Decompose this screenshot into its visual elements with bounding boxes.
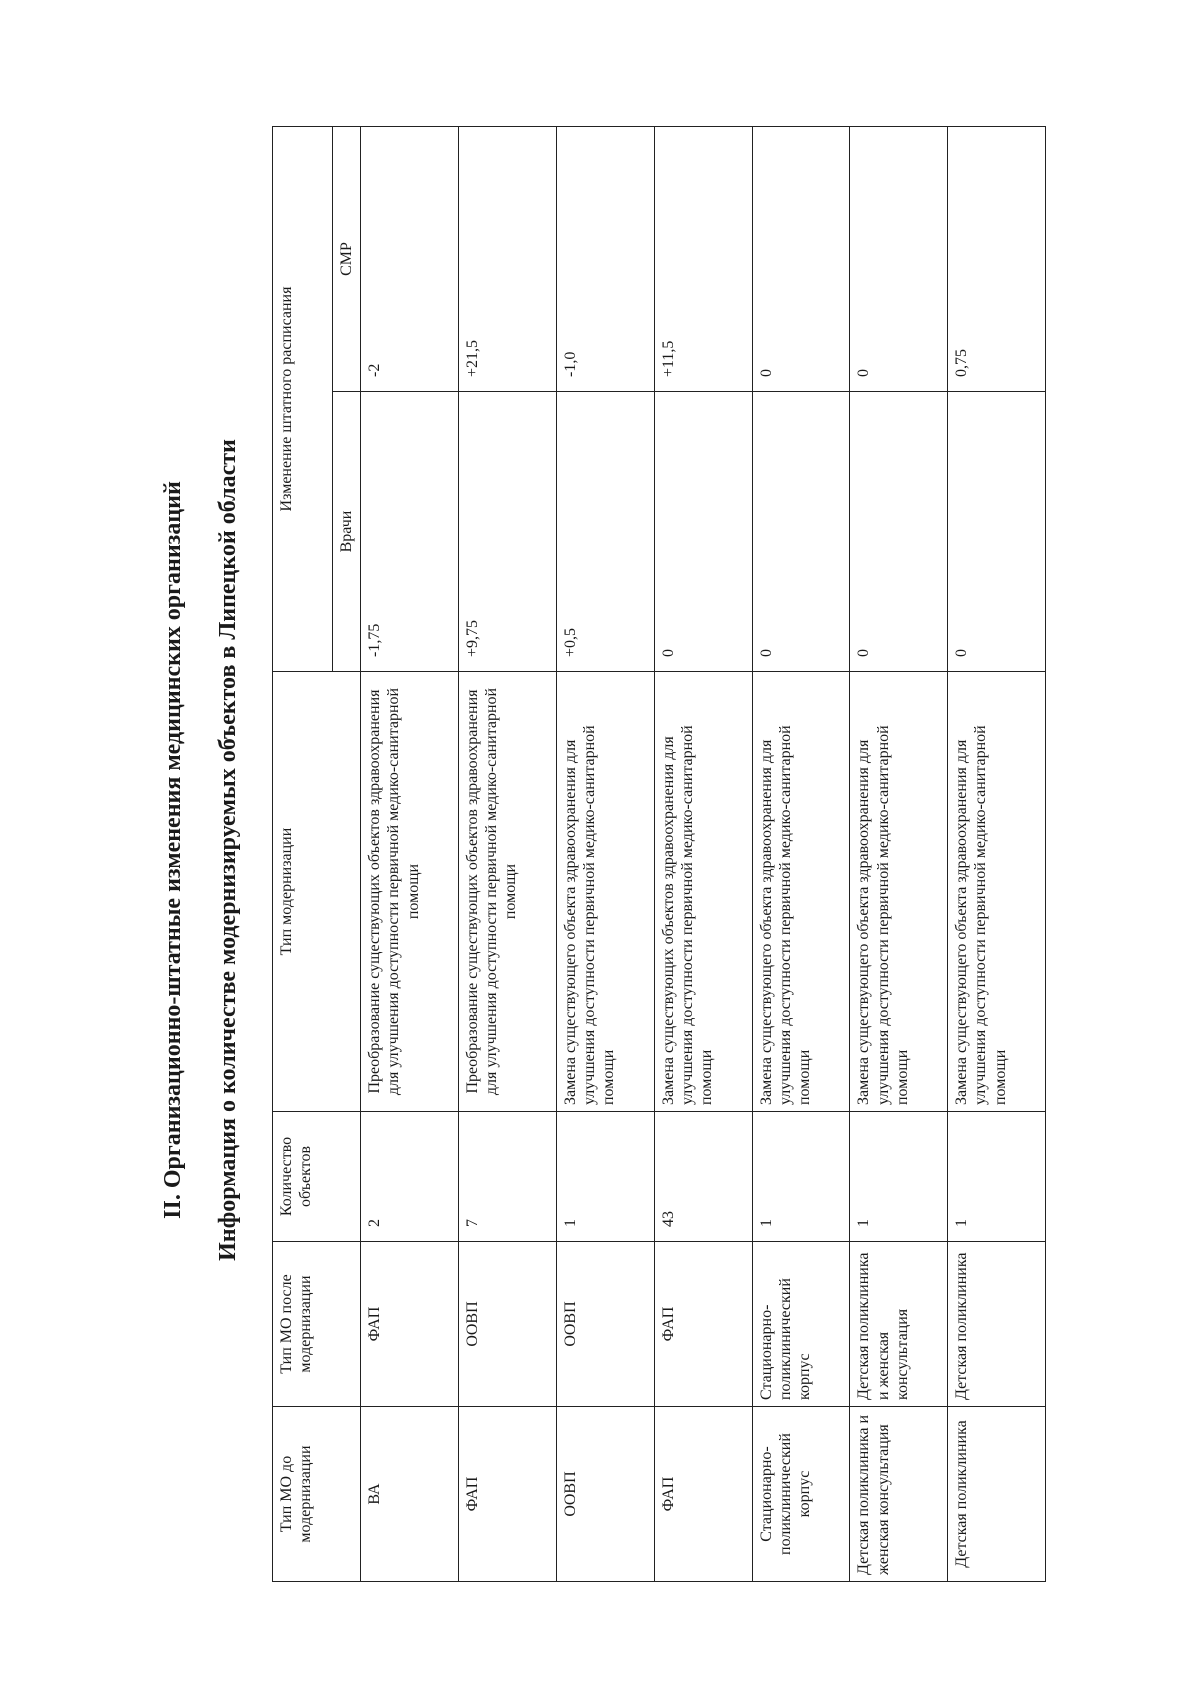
rotated-page	[160, 85, 1060, 1615]
table-row	[361, 126, 459, 1581]
cell-before: Детская поликлиника и женская консультация	[850, 1407, 948, 1582]
cell-count: 1	[850, 1112, 948, 1242]
cell-smr: 0,75	[948, 126, 1046, 391]
cell-smr: 0	[850, 126, 948, 391]
header-type: Тип модернизации	[273, 672, 361, 1112]
table-row	[752, 126, 850, 1581]
cell-before: Стационарно-поликлинический корпус	[752, 1407, 850, 1582]
cell-after: ФАП	[361, 1242, 459, 1407]
modernization-table	[272, 126, 1046, 1582]
cell-after: ООВП	[556, 1242, 654, 1407]
cell-after: ФАП	[654, 1242, 752, 1407]
cell-count: 2	[361, 1112, 459, 1242]
header-count: Количество объектов	[273, 1112, 361, 1242]
header-row	[273, 126, 333, 1581]
cell-after: ООВП	[459, 1242, 557, 1407]
cell-smr: -1,0	[556, 126, 654, 391]
table-row	[654, 126, 752, 1581]
cell-doctors: 0	[850, 392, 948, 672]
header-before: Тип МО до модернизации	[273, 1407, 361, 1582]
cell-doctors: 0	[948, 392, 1046, 672]
header-after: Тип МО после модернизации	[273, 1242, 361, 1407]
header-smr: СМР	[333, 126, 361, 391]
cell-smr: -2	[361, 126, 459, 391]
cell-before: ООВП	[556, 1407, 654, 1582]
header-staff: Изменение штатного расписания	[273, 126, 333, 671]
cell-count: 7	[459, 1112, 557, 1242]
cell-smr: +11,5	[654, 126, 752, 391]
cell-type: Преобразование существующих объектов здравоохранения для улучшения доступности первичной медико-санитарной помощи	[361, 672, 459, 1112]
cell-before: ФАП	[459, 1407, 557, 1582]
cell-count: 1	[556, 1112, 654, 1242]
cell-doctors: +0,5	[556, 392, 654, 672]
cell-type: Преобразование существующих объектов здравоохранения для улучшения доступности первичной медико-санитарной помощи	[459, 672, 557, 1112]
table-row	[948, 126, 1046, 1581]
header-doctors: Врачи	[333, 392, 361, 672]
cell-before: ВА	[361, 1407, 459, 1582]
table-row	[459, 126, 557, 1581]
cell-count: 1	[948, 1112, 1046, 1242]
cell-count: 1	[752, 1112, 850, 1242]
cell-after: Детская поликлиника	[948, 1242, 1046, 1407]
cell-type: Замена существующего объекта здравоохранения для улучшения доступности первичной медико-санитарной помощи	[850, 672, 948, 1112]
cell-smr: 0	[752, 126, 850, 391]
table-row	[556, 126, 654, 1581]
cell-doctors: +9,75	[459, 392, 557, 672]
cell-count: 43	[654, 1112, 752, 1242]
cell-type: Замена существующего объекта здравоохранения для улучшения доступности первичной медико-санитарной помощи	[752, 672, 850, 1112]
cell-type: Замена существующих объектов здравоохранения для улучшения доступности первичной медико-санитарной помощи	[654, 672, 752, 1112]
section-title: II. Организационно-штатные изменения медицинских организаций	[160, 481, 186, 1219]
cell-before: ФАП	[654, 1407, 752, 1582]
cell-type: Замена существующего объекта здравоохранения для улучшения доступности первичной медико-санитарной помощи	[556, 672, 654, 1112]
table-row	[850, 126, 948, 1581]
table-title: Информация о количестве модернизируемых объектов в Липецкой области	[215, 439, 241, 1261]
cell-after: Детская поликлиника и женская консультация	[850, 1242, 948, 1407]
cell-after: Стационарно-поликлинический корпус	[752, 1242, 850, 1407]
cell-before: Детская поликлиника	[948, 1407, 1046, 1582]
cell-smr: +21,5	[459, 126, 557, 391]
cell-doctors: 0	[654, 392, 752, 672]
cell-doctors: -1,75	[361, 392, 459, 672]
cell-type: Замена существующего объекта здравоохранения для улучшения доступности первичной медико-санитарной помощи	[948, 672, 1046, 1112]
cell-doctors: 0	[752, 392, 850, 672]
